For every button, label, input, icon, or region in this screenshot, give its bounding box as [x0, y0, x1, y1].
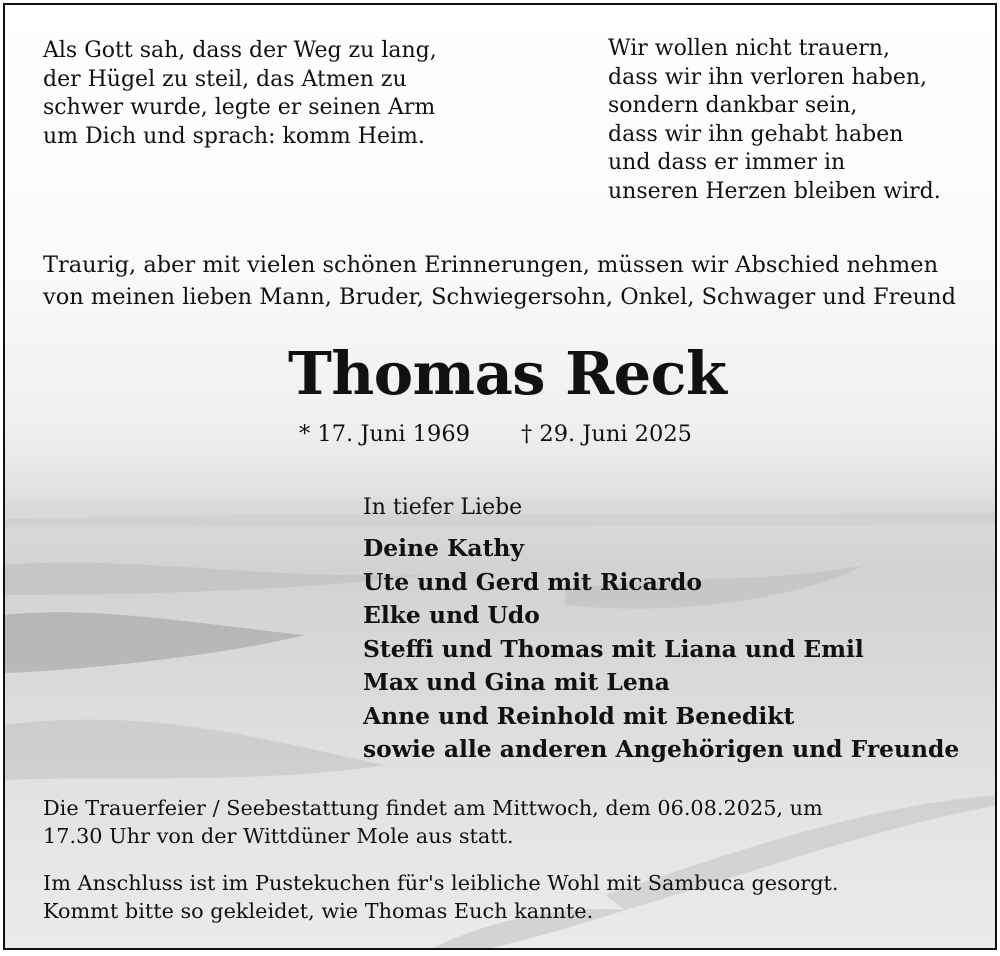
- poem-right-line: sondern dankbar sein,: [608, 93, 858, 119]
- ceremony-line: 17.30 Uhr von der Wittdüner Mole aus statt.: [43, 824, 514, 849]
- intro-text: [43, 249, 956, 313]
- reception-line: Im Anschluss ist im Pustekuchen für's leibliche Wohl mit Sambuca gesorgt.: [43, 871, 839, 895]
- family-intro: In tiefer Liebe: [363, 495, 523, 520]
- family-member: Steffi und Thomas mit Liana und Emil: [363, 634, 864, 663]
- poem-right-line: Wir wollen nicht trauern,: [608, 36, 890, 61]
- poem-left: [43, 37, 437, 151]
- obituary-notice: [3, 3, 997, 950]
- ceremony-info: [43, 794, 823, 851]
- poem-left-line: um Dich und sprach: komm Heim.: [43, 123, 425, 149]
- family-member: Max und Gina mit Lena: [363, 668, 670, 696]
- poem-right: [608, 35, 941, 207]
- intro-line: von meinen lieben Mann, Bruder, Schwiegersohn, Onkel, Schwager und Freund: [43, 284, 957, 310]
- family-member: Deine Kathy: [363, 534, 524, 562]
- deceased-name: Thomas Reck: [288, 339, 727, 408]
- poem-left-line: schwer wurde, legte er seinen Arm: [43, 95, 436, 121]
- reception-line: Kommt bitte so gekleidet, wie Thomas Euch kannte.: [43, 899, 594, 924]
- poem-right-line: dass wir ihn verloren haben,: [608, 64, 928, 90]
- family-member: Elke und Udo: [363, 601, 540, 629]
- birth-date: * 17. Juni 1969: [299, 421, 470, 447]
- poem-right-line: dass wir ihn gehabt haben: [608, 121, 904, 147]
- poem-left-line: Als Gott sah, dass der Weg zu lang,: [43, 38, 437, 63]
- family-member: Anne und Reinhold mit Benedikt: [363, 701, 795, 730]
- poem-right-line: und dass er immer in: [608, 150, 846, 176]
- ceremony-line: Die Trauerfeier / Seebestattung findet am Mittwoch, dem 06.08.2025, um: [43, 796, 823, 820]
- poem-right-line: unseren Herzen bleiben wird.: [608, 178, 941, 204]
- death-date: † 29. Juni 2025: [521, 421, 692, 447]
- poem-left-line: der Hügel zu steil, das Atmen zu: [43, 66, 407, 92]
- family-member: Ute und Gerd mit Ricardo: [363, 567, 703, 596]
- family-list: [363, 532, 959, 767]
- intro-line: Traurig, aber mit vielen schönen Erinnerungen, müssen wir Abschied nehmen: [43, 252, 939, 278]
- reception-info: [43, 869, 839, 926]
- family-member: sowie alle anderen Angehörigen und Freunde: [363, 735, 960, 763]
